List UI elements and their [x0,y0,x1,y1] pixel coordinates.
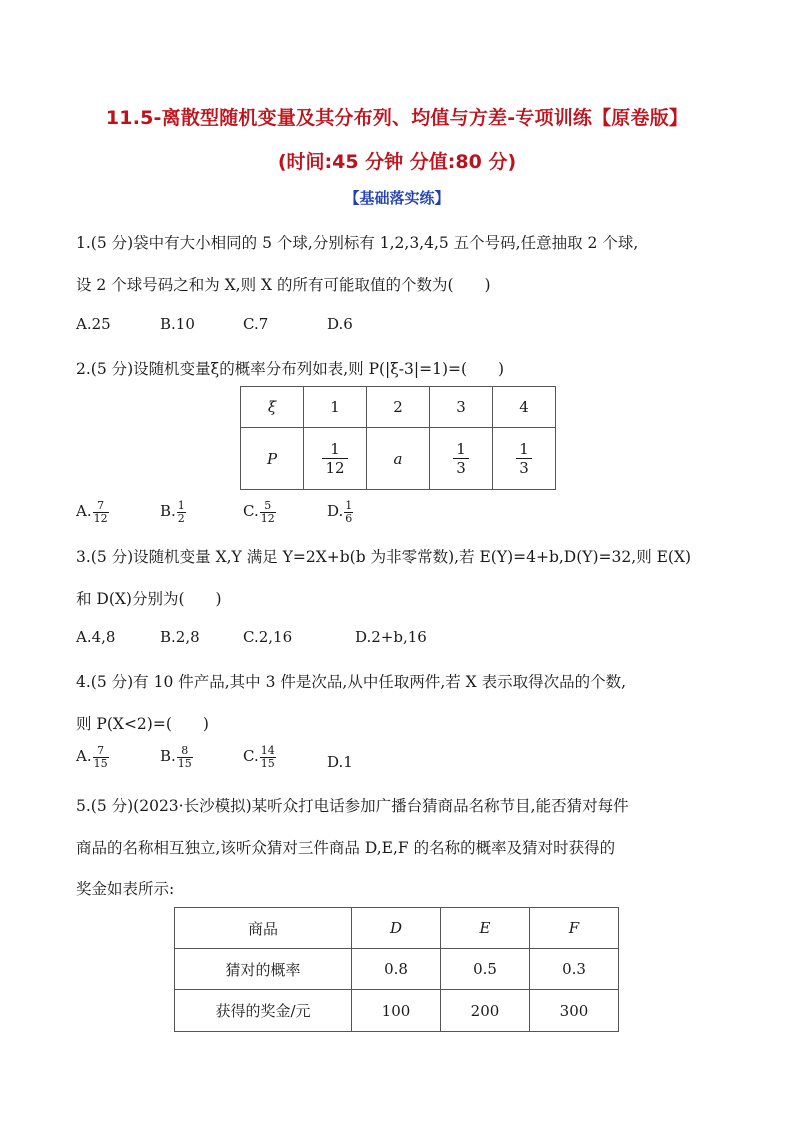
q2-cell-fraction: $\frac{1}{3}$ [430,428,493,490]
q5-cell: 300 [530,990,619,1032]
q1-line1: 1.(5 分)袋中有大小相同的 5 个球,分别标有 1,2,3,4,5 五个号码,任意抽取 2 个球, [76,234,639,252]
q2-header-cell: ξ [241,387,304,428]
q5-row-label: 获得的奖金/元 [175,990,352,1032]
q5-header-cell: F [530,908,619,949]
q3-option-c: C.2,16 [243,628,293,646]
q1-line2: 设 2 个球号码之和为 X,则 X 的所有可能取值的个数为( ) [76,276,491,294]
q5-line1: 5.(5 分)(2023·长沙模拟)某听众打电话参加广播台猜商品名称节目,能否猜对每件 [76,797,629,815]
q2-header-cell: 1 [304,387,367,428]
q3-line1: 3.(5 分)设随机变量 X,Y 满足 Y=2X+b(b 为非零常数),若 E(Y)=4+b,D(Y)=32,则 E(X) [76,548,692,566]
q4-option-b: B. $\frac{8}{15}$ [160,744,192,770]
q2-line1: 2.(5 分)设随机变量ξ的概率分布列如表,则 P(|ξ-3|=1)=( ) [76,360,505,378]
q2-header-cell: 3 [430,387,493,428]
section-heading: 【基础落实练】 [344,189,450,207]
q5-cell: 200 [441,990,530,1032]
q5-cell: 0.8 [352,949,441,990]
q2-option-b: B. $\frac{1}{2}$ [160,499,185,525]
q2-option-c: C. $\frac{5}{12}$ [243,499,275,525]
q5-header-cell: 商品 [175,908,352,949]
q2-header-cell: 2 [367,387,430,428]
q5-cell: 100 [352,990,441,1032]
q2-header-cell: 4 [493,387,556,428]
q5-prize-table [174,907,619,1032]
q5-line2: 商品的名称相互独立,该听众猜对三件商品 D,E,F 的名称的概率及猜对时获得的 [76,839,616,857]
page-subtitle: (时间:45 分钟 分值:80 分) [277,151,517,173]
q5-row-label: 猜对的概率 [175,949,352,990]
q3-option-d: D.2+b,16 [355,628,427,646]
q5-cell: 0.3 [530,949,619,990]
q5-cell: 0.5 [441,949,530,990]
q3-option-a: A.4,8 [76,628,116,646]
q2-cell-fraction: $\frac{1}{12}$ [304,428,367,490]
q4-option-c: C. $\frac{14}{15}$ [243,744,275,770]
q2-option-d: D. $\frac{1}{6}$ [327,499,353,525]
q1-option-a: A.25 [76,315,111,333]
q2-option-a: A. $\frac{7}{12}$ [76,499,108,525]
q2-row-label: P [241,428,304,490]
q4-line1: 4.(5 分)有 10 件产品,其中 3 件是次品,从中任取两件,若 X 表示取得次品的个数, [76,673,627,691]
q5-header-cell: E [441,908,530,949]
q1-option-c: C.7 [243,315,269,333]
q4-option-a: A. $\frac{7}{15}$ [76,744,108,770]
q2-cell-a: a [367,428,430,490]
q3-line2: 和 D(X)分别为( ) [76,590,222,608]
q2-cell-fraction: $\frac{1}{3}$ [493,428,556,490]
q1-option-d: D.6 [327,315,353,333]
q4-option-d: D.1 [327,753,353,771]
q3-option-b: B.2,8 [160,628,200,646]
q5-line3: 奖金如表所示: [76,880,175,898]
q1-option-b: B.10 [160,315,195,333]
q5-header-cell: D [352,908,441,949]
q2-distribution-table [240,386,556,490]
q4-line2: 则 P(X<2)=( ) [76,715,209,733]
page-title: 11.5-离散型随机变量及其分布列、均值与方差-专项训练【原卷版】 [105,107,689,129]
